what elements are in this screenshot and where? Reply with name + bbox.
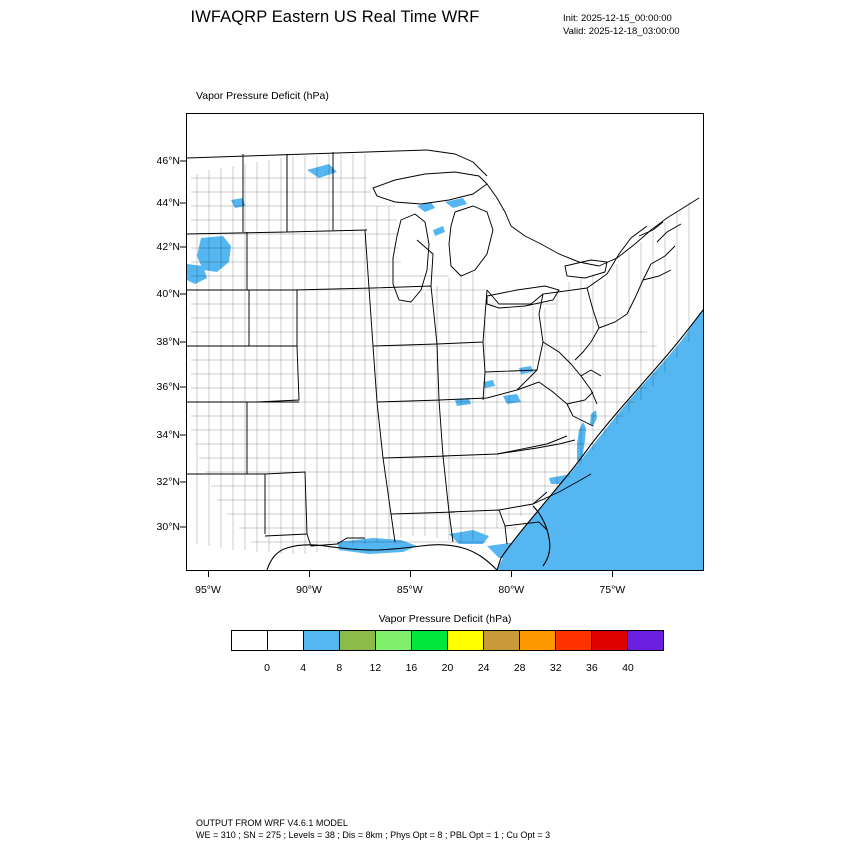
x-tick-label: 85°W bbox=[396, 584, 423, 596]
y-tick-mark bbox=[180, 161, 186, 162]
y-axis-labels bbox=[120, 113, 180, 571]
colorbar-swatch[interactable] bbox=[448, 631, 484, 650]
plot-subtitle: Vapor Pressure Deficit (hPa) bbox=[196, 90, 329, 102]
x-tick-mark bbox=[511, 571, 512, 577]
y-tick-label: 42°N bbox=[156, 241, 180, 254]
y-tick-mark bbox=[180, 247, 186, 248]
y-tick-label: 38°N bbox=[156, 336, 180, 349]
y-tick-label: 30°N bbox=[156, 521, 180, 534]
y-tick-label: 46°N bbox=[156, 155, 180, 168]
colorbar-tick-label: 12 bbox=[369, 662, 382, 674]
colorbar-title: Vapor Pressure Deficit (hPa) bbox=[378, 613, 512, 625]
x-axis-labels bbox=[186, 584, 704, 604]
colorbar-tick-labels bbox=[231, 662, 664, 678]
y-tick-label: 34°N bbox=[156, 429, 180, 442]
colorbar-swatch[interactable] bbox=[592, 631, 628, 650]
x-tick-mark bbox=[309, 571, 310, 577]
colorbar-swatch[interactable] bbox=[484, 631, 520, 650]
map-canvas bbox=[187, 114, 703, 570]
colorbar-tick-label: 36 bbox=[585, 662, 598, 674]
x-tick-label: 90°W bbox=[296, 584, 322, 596]
y-axis-ticks bbox=[180, 113, 186, 571]
colorbar-swatch[interactable] bbox=[304, 631, 340, 650]
colorbar-tick-label: 32 bbox=[549, 662, 562, 674]
x-tick-mark bbox=[208, 571, 209, 577]
y-tick-mark bbox=[180, 481, 186, 482]
y-tick-mark bbox=[180, 342, 186, 343]
colorbar-tick-label: 4 bbox=[300, 662, 307, 674]
init-time: Init: 2025-12-15_00:00:00 bbox=[563, 13, 672, 24]
colorbar-swatch[interactable] bbox=[556, 631, 592, 650]
x-tick-label: 95°W bbox=[195, 584, 221, 596]
y-tick-mark bbox=[180, 435, 186, 436]
x-tick-mark bbox=[612, 571, 613, 577]
colorbar-tick-label: 20 bbox=[441, 662, 454, 674]
colorbar-swatch[interactable] bbox=[268, 631, 304, 650]
page-title-text: IWFAQRP Eastern US Real Time WRF bbox=[190, 8, 480, 26]
y-tick-mark bbox=[180, 527, 186, 528]
colorbar-tick-label: 0 bbox=[264, 662, 270, 674]
y-tick-label: 44°N bbox=[156, 197, 180, 210]
footer-line-1: OUTPUT FROM WRF V4.6.1 MODEL bbox=[196, 818, 348, 828]
x-tick-mark bbox=[410, 571, 411, 577]
colorbar-swatch[interactable] bbox=[628, 631, 663, 650]
colorbar-swatch[interactable] bbox=[520, 631, 556, 650]
x-tick-label: 80°W bbox=[498, 584, 525, 596]
colorbar-tick-label: 40 bbox=[622, 662, 634, 674]
x-axis-ticks bbox=[186, 571, 704, 577]
run-info bbox=[563, 12, 680, 38]
colorbar-swatch[interactable] bbox=[340, 631, 376, 650]
colorbar[interactable] bbox=[231, 630, 664, 651]
y-tick-mark bbox=[180, 203, 186, 204]
colorbar-tick-label: 28 bbox=[513, 662, 526, 674]
colorbar-swatch[interactable] bbox=[376, 631, 412, 650]
model-output-footer bbox=[196, 818, 550, 841]
colorbar-tick-label: 24 bbox=[477, 662, 490, 674]
page-title bbox=[0, 8, 850, 27]
colorbar-tick-label: 8 bbox=[336, 662, 343, 674]
y-tick-label: 40°N bbox=[156, 287, 180, 300]
footer-line-2: WE = 310 ; SN = 275 ; Levels = 38 ; Dis = 8km ; Phys Opt = 8 ; PBL Opt = 1 ; Cu Opt = 3 bbox=[196, 829, 551, 840]
y-tick-label: 36°N bbox=[156, 381, 180, 394]
y-tick-mark bbox=[180, 293, 186, 294]
colorbar-tick-label: 16 bbox=[405, 662, 418, 674]
valid-time: Valid: 2025-12-18_03:00:00 bbox=[563, 26, 680, 37]
map-plot-area[interactable] bbox=[186, 113, 704, 571]
y-tick-mark bbox=[180, 387, 186, 388]
colorbar-swatch[interactable] bbox=[412, 631, 448, 650]
y-tick-label: 32°N bbox=[156, 475, 180, 488]
x-tick-label: 75°W bbox=[599, 584, 626, 596]
colorbar-swatch[interactable] bbox=[232, 631, 268, 650]
